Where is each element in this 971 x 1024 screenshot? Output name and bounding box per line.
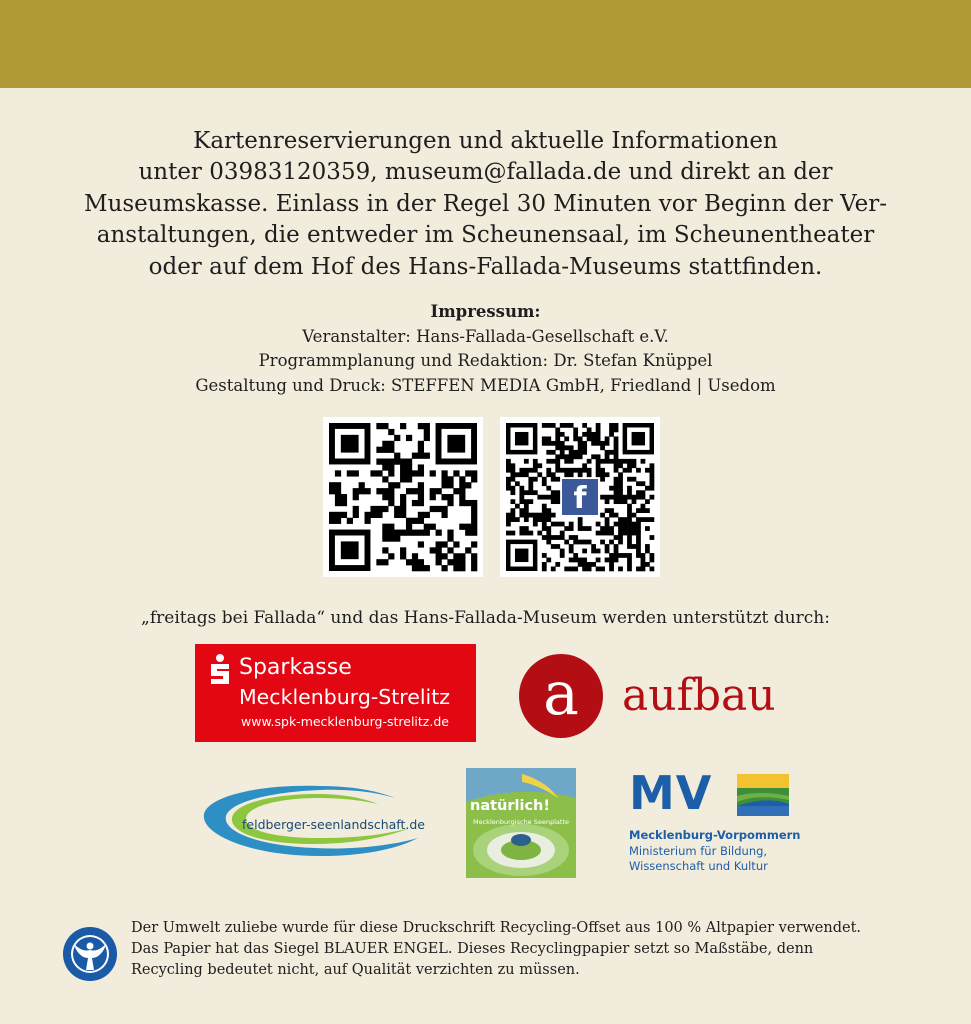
mv-landscape-icon: [737, 774, 789, 816]
website-qr-code[interactable]: [323, 417, 483, 577]
feldberger-seenlandschaft-logo[interactable]: [200, 780, 425, 862]
intro-text: [40, 126, 931, 283]
support-text: „freitags bei Fallada“ und das Hans-Fallada-Museum werden unterstützt durch:: [141, 608, 830, 628]
facebook-icon: f: [562, 479, 598, 515]
blauer-engel-icon: [62, 926, 118, 982]
impressum-organizer: Veranstalter: Hans-Fallada-Gesellschaft e.V.: [302, 326, 669, 346]
recycling-line: Recycling bedeutet nicht, auf Qualität verzichten zu müssen.: [131, 962, 580, 978]
recycling-line: Das Papier hat das Siegel BLAUER ENGEL. Dieses Recyclingpapier setzt so Maßstäbe, denn: [131, 941, 814, 957]
sparkasse-s-icon: [209, 654, 231, 686]
impressum: [0, 300, 971, 398]
sparkasse-logo[interactable]: [195, 644, 476, 742]
natuerlich-logo[interactable]: [466, 768, 576, 878]
natuerlich-subtitle: Mecklenburgische Seenplatte: [473, 818, 570, 826]
intro-line: anstaltungen, die entweder im Scheunensaal, im Scheunentheater: [96, 222, 875, 249]
mv-state-name: Mecklenburg-Vorpommern: [629, 828, 801, 842]
feldberger-seenlandschaft-name: feldberger-seenlandschaft.de: [242, 817, 425, 832]
intro-line: unter 03983120359, museum@fallada.de und direkt an der: [138, 159, 833, 186]
impressum-editorial: Programmplanung und Redaktion: Dr. Stefan Knüppel: [258, 351, 713, 370]
qr-code-icon: [323, 417, 483, 577]
mv-letters: MV: [629, 766, 713, 820]
impressum-heading: Impressum:: [430, 302, 541, 321]
aufbau-logo-text[interactable]: aufbau: [622, 670, 776, 721]
aufbau-logo-icon: a: [519, 654, 603, 738]
mv-ministry-line: Wissenschaft und Kultur: [629, 859, 768, 873]
intro-line: Museumskasse. Einlass in der Regel 30 Minuten vor Beginn der Ver-: [84, 190, 887, 217]
top-color-bar: [0, 0, 971, 88]
recycling-note: [131, 918, 931, 981]
sparkasse-region: Mecklenburg-Strelitz: [239, 685, 451, 709]
intro-line: Kartenreservierungen und aktuelle Informationen: [193, 128, 778, 154]
mv-ministry-logo[interactable]: [629, 766, 809, 880]
mv-ministry-line: Ministerium für Bildung,: [629, 844, 768, 858]
sparkasse-url: www.spk-mecklenburg-strelitz.de: [241, 714, 449, 729]
impressum-design: Gestaltung und Druck: STEFFEN MEDIA GmbH, Friedland | Usedom: [195, 375, 776, 395]
intro-line: oder auf dem Hof des Hans-Fallada-Museums stattfinden.: [148, 253, 823, 280]
facebook-qr-code[interactable]: [500, 417, 660, 577]
mv-ministry-name: [629, 844, 768, 874]
sparkasse-name: Sparkasse: [239, 655, 352, 680]
natuerlich-title: natürlich!: [470, 798, 550, 814]
recycling-line: Der Umwelt zuliebe wurde für diese Druckschrift Recycling-Offset aus 100 % Altpapier verwendet.: [131, 920, 862, 936]
